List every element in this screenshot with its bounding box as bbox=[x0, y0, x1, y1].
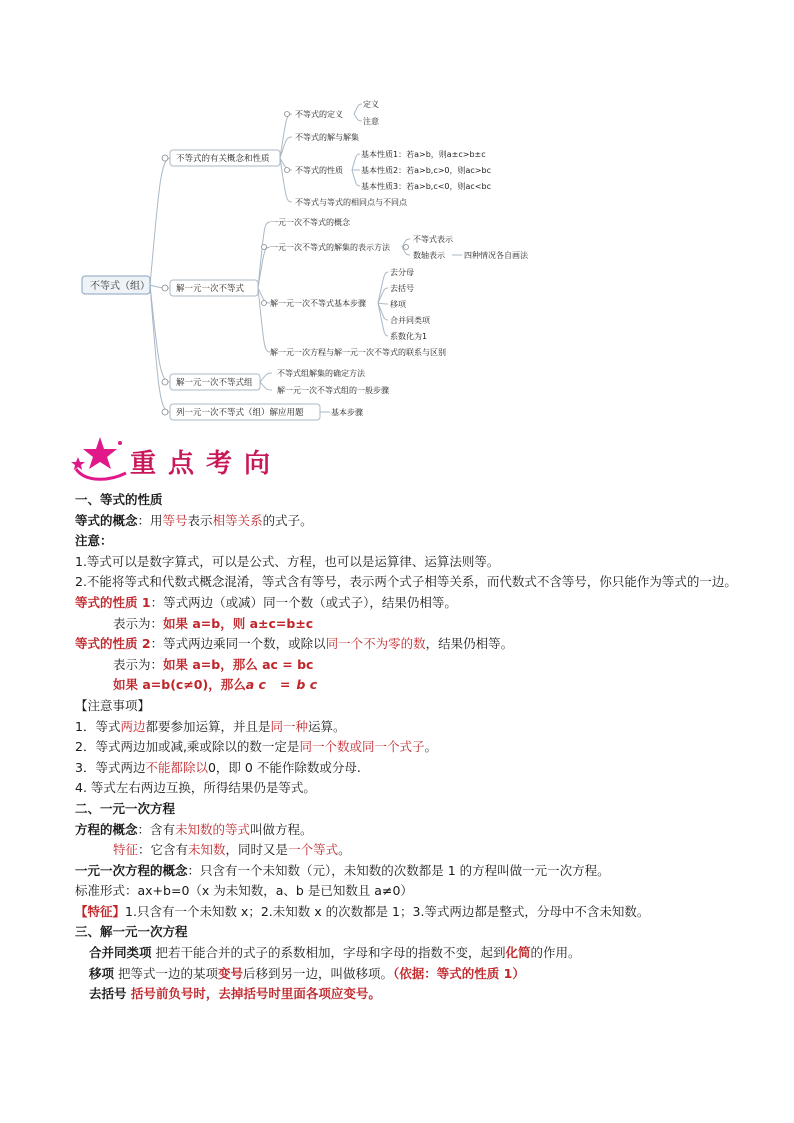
mindmap-leaf-four-cases[interactable]: 四种情况各自画法 bbox=[464, 251, 528, 260]
collapse-toggle[interactable] bbox=[404, 245, 409, 250]
branch-line bbox=[260, 382, 272, 390]
mindmap-leaf-basic-steps[interactable]: 基本步骤 bbox=[331, 408, 363, 417]
method-combine-terms: 合并同类项 把若干能合并的式子的系数相加，字母和字母的指数不变，起到化简的作用。 bbox=[89, 945, 581, 961]
mindmap-node-word-problems-label: 列一元一次不等式（组）解应用题 bbox=[176, 408, 304, 418]
method-transpose: 移项 把等式一边的某项变号后移到另一边，叫做移项。（依据：等式的性质 1） bbox=[89, 965, 525, 981]
branch-line bbox=[352, 154, 360, 170]
caution-4: 4. 等式左右两边互换，所得结果仍是等式。 bbox=[75, 780, 316, 796]
branch-line bbox=[378, 303, 388, 304]
note-1: 1.等式可以是数字算式，可以是公式、方程，也可以是运算律、运算法则等。 bbox=[75, 553, 500, 569]
collapse-toggle[interactable] bbox=[162, 409, 168, 415]
note-label: 注意： bbox=[75, 533, 113, 549]
branch-line bbox=[260, 373, 272, 382]
property-1-expression: 表示为：如果 a=b，则 a±c=b±c bbox=[113, 615, 314, 631]
collapse-toggle[interactable] bbox=[285, 112, 290, 117]
branch-line bbox=[378, 272, 388, 303]
branch-line bbox=[354, 114, 362, 121]
mindmap-leaf-step-2[interactable]: 去括号 bbox=[390, 284, 414, 293]
caution-2: 2．等式两边加或减,乘或除以的数一定是同一个数或同一个式子。 bbox=[75, 739, 437, 755]
mindmap-leaf-step-3[interactable]: 移项 bbox=[390, 300, 406, 309]
mindmap-node-solve-inequality-label: 解一元一次不等式 bbox=[176, 284, 245, 294]
caution-3: 3．等式两边不能都除以0，即 0 不能作除数或分母. bbox=[75, 759, 361, 775]
concept-line: 等式的概念：用等号表示相等关系的式子。 bbox=[75, 512, 313, 528]
mindmap-node-basic-steps[interactable]: 解一元一次不等式基本步骤 bbox=[270, 299, 366, 308]
mindmap-leaf-step-1[interactable]: 去分母 bbox=[390, 268, 414, 277]
mindmap-leaf-system-method[interactable]: 不等式组解集的确定方法 bbox=[277, 369, 365, 378]
star-decoration-icon bbox=[70, 433, 130, 483]
mindmap-leaf-property-2[interactable]: 基本性质2：若a>b,c>0，则ac>bc bbox=[361, 166, 491, 175]
document-body bbox=[75, 490, 765, 1005]
mindmap-node-solve-system-label: 解一元一次不等式组 bbox=[176, 378, 253, 388]
mindmap-leaf-step-4[interactable]: 合并同类项 bbox=[390, 316, 430, 325]
equation-feature: 特征：它含有未知数，同时又是一个等式。 bbox=[113, 842, 351, 858]
property-2-expression: 表示为：如果 a=b，那么 ac = bc bbox=[113, 656, 314, 672]
collapse-toggle[interactable] bbox=[162, 379, 168, 385]
collapse-toggle[interactable] bbox=[162, 285, 168, 291]
mindmap-node-properties[interactable]: 不等式的性质 bbox=[295, 166, 343, 175]
property-1: 等式的性质 1：等式两边（或减）同一个数（或式子），结果仍相等。 bbox=[75, 594, 457, 610]
standard-form: 标准形式：ax+b=0（x 为未知数，a、b 是已知数且 a≠0） bbox=[75, 883, 413, 899]
equation-concept: 方程的概念：含有未知数的等式叫做方程。 bbox=[75, 821, 313, 837]
note-2: 2.不能将等式和代数式概念混淆，等式含有等号，表示两个式子相等关系，而代数式不含等号，你只能作为等式的一边。 bbox=[75, 574, 737, 590]
branch-line bbox=[280, 158, 292, 202]
mindmap-leaf-inequality-form[interactable]: 不等式表示 bbox=[413, 235, 453, 244]
mindmap-node-linear-inequality-concept[interactable]: 一元一次不等式的概念 bbox=[270, 218, 350, 227]
mindmap-leaf-step-5[interactable]: 系数化为1 bbox=[390, 332, 428, 341]
branch-line bbox=[150, 285, 170, 382]
mindmap-node-compare-equality[interactable]: 不等式与等式的相同点与不同点 bbox=[295, 198, 407, 207]
mindmap-node-inequality-definition[interactable]: 不等式的定义 bbox=[295, 110, 343, 119]
property-2: 等式的性质 2：等式两边乘同一个数，或除以同一个不为零的数，结果仍相等。 bbox=[75, 636, 514, 652]
property-2-expression-divide: 如果 a=b(c≠0)，那么a c = b c bbox=[113, 677, 318, 693]
linear-equation-concept: 一元一次方程的概念：只含有一个未知数（元），未知数的次数都是 1 的方程叫做一元一次方程。 bbox=[75, 862, 610, 878]
caution-title: 【注意事项】 bbox=[75, 697, 151, 713]
mindmap-node-concepts-label: 不等式的有关概念和性质 bbox=[176, 154, 270, 164]
heading-equality-properties: 一、等式的性质 bbox=[75, 492, 163, 507]
branch-line bbox=[150, 158, 170, 285]
caution-1: 1．等式两边都要参加运算，并且是同一种运算。 bbox=[75, 718, 346, 734]
mindmap-node-solution-set[interactable]: 不等式的解与解集 bbox=[295, 133, 359, 142]
heading-linear-equation: 二、一元一次方程 bbox=[75, 800, 176, 816]
collapse-toggle[interactable] bbox=[262, 301, 267, 306]
mindmap-root-label: 不等式（组） bbox=[90, 281, 150, 292]
method-remove-brackets: 去括号 括号前负号时，去掉括号时里面各项应变号。 bbox=[89, 986, 381, 1002]
mindmap-leaf-system-steps[interactable]: 解一元一次不等式组的一般步骤 bbox=[277, 386, 389, 395]
branch-line bbox=[258, 288, 270, 352]
mindmap-node-relation-equation[interactable]: 解一元一次方程与解一元一次不等式的联系与区别 bbox=[270, 348, 446, 357]
collapse-toggle[interactable] bbox=[262, 245, 267, 250]
mindmap-leaf-property-3[interactable]: 基本性质3：若a>b,c<0，则ac<bc bbox=[361, 182, 491, 191]
heading-solve-equation: 三、解一元一次方程 bbox=[75, 924, 188, 940]
branch-line bbox=[352, 170, 360, 186]
collapse-toggle[interactable] bbox=[285, 168, 290, 173]
mindmap-leaf-number-line[interactable]: 数轴表示 bbox=[413, 251, 445, 260]
collapse-toggle[interactable] bbox=[162, 155, 168, 161]
mindmap-leaf-note[interactable]: 注意 bbox=[363, 117, 379, 126]
mindmap-leaf-definition[interactable]: 定义 bbox=[363, 100, 379, 109]
section-title: 重点考向 bbox=[130, 449, 283, 479]
branch-line bbox=[150, 285, 170, 412]
linear-equation-features: 【特征】1.只含有一个未知数 x；2.未知数 x 的次数都是 1；3.等式两边都是整式，分母中不含未知数。 bbox=[75, 903, 650, 919]
mind-map bbox=[0, 0, 794, 430]
mindmap-node-solution-representation[interactable]: 一元一次不等式的解集的表示方法 bbox=[270, 243, 390, 252]
branch-line bbox=[354, 104, 362, 114]
mindmap-leaf-property-1[interactable]: 基本性质1：若a>b，则a±c>b±c bbox=[361, 150, 486, 159]
